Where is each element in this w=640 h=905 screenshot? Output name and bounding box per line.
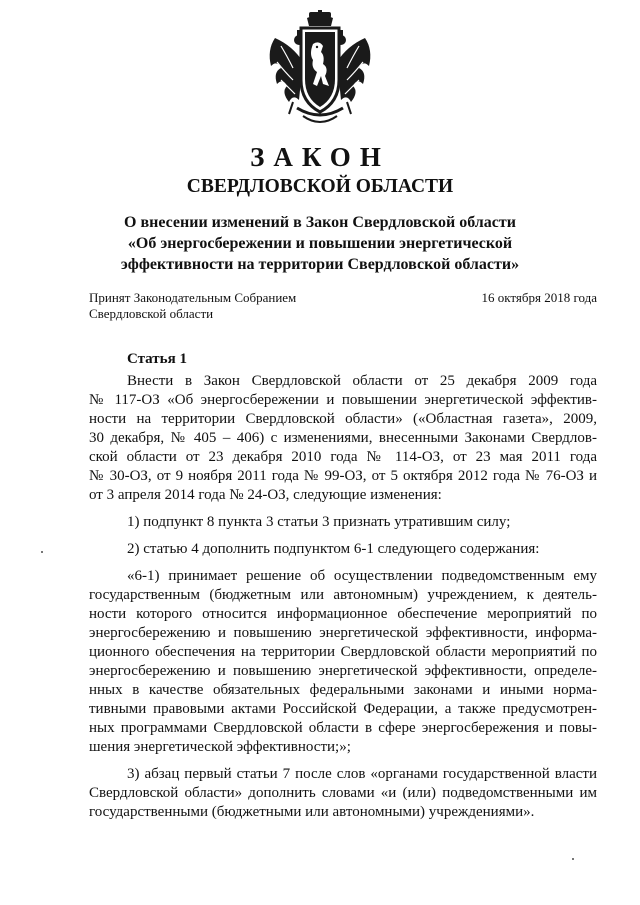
text-line: «6-1) принимает решение об осуществлении подведомственным ему: [127, 568, 597, 584]
text-line: ционного обеспечения на территории Свердловской области мероприятий по: [89, 644, 597, 660]
text-line: государственным (бюджетным или автономным) учреждением, к деятель-: [89, 587, 597, 603]
text-line: государственными (бюджетными или автономными) учреждениями».: [89, 804, 535, 820]
text-line: ности которого относится информационное обеспечение мероприятий по: [89, 606, 597, 622]
text-line: 3) абзац первый статьи 7 после слов «органами государственной власти: [127, 766, 597, 782]
text-line: от 3 апреля 2014 года № 24-ОЗ, следующие изменения:: [89, 487, 442, 503]
text-line: Внести в Закон Свердловской области от 25 декабря 2009 года: [127, 373, 597, 389]
text-line: нных в качестве обязательных федеральными законами и иными норма-: [89, 682, 597, 698]
paragraph: [89, 540, 597, 559]
text-line: тивными правовыми актами Российской Федерации, а также предусмотрен-: [89, 701, 597, 717]
document-title: ЗАКОН: [250, 142, 390, 172]
text-line: 2) статью 4 дополнить подпунктом 6-1 следующего содержания:: [127, 541, 540, 557]
text-line: ности на территории Свердловской области» («Областная газета», 2009,: [89, 411, 597, 427]
scan-speck: [41, 551, 43, 553]
text-line: шения энергетической эффективности;»;: [89, 739, 351, 755]
article-title: Статья 1: [127, 351, 187, 367]
adopting-body: [89, 290, 296, 322]
paragraph: [89, 372, 597, 505]
adopting-body-line: Свердловской области: [89, 306, 214, 321]
coat-of-arms-icon: [263, 10, 377, 128]
text-line: 1) подпункт 8 пункта 3 статьи 3 признать утратившим силу;: [127, 514, 511, 530]
text-line: ных программами Свердловской области в сфере энергосбережения и повы-: [89, 720, 597, 736]
article-body: [89, 372, 597, 830]
text-line: № 30-ОЗ, от 9 ноября 2011 года № 99-ОЗ, от 5 октября 2012 года № 76-ОЗ и: [89, 468, 597, 484]
text-line: ской области от 23 декабря 2010 года № 114-ОЗ, от 23 мая 2011 года: [89, 449, 597, 465]
paragraph: [89, 567, 597, 757]
scan-speck: [572, 858, 574, 860]
paragraph: [89, 513, 597, 532]
text-line: энергосбережению и повышению энергетической эффективности, информа-: [89, 625, 597, 641]
law-name-line: «Об энергосбережении и повышении энергетической: [127, 235, 513, 252]
text-line: энергосбережению и повышению энергетической эффективности, определе-: [89, 663, 597, 679]
law-name: [100, 212, 540, 275]
paragraph: [89, 765, 597, 822]
adoption-date: 16 октября 2018 года: [481, 290, 597, 305]
law-name-line: эффективности на территории Свердловской области»: [120, 256, 520, 273]
text-line: Свердловской области» дополнить словами «и (или) подведомственными им: [89, 785, 597, 801]
text-line: № 117-ОЗ «Об энергосбережении и повышении энергетической эффектив-: [89, 392, 597, 408]
text-line: 30 декабря, № 405 – 406) с изменениями, внесенными Законами Свердлов-: [89, 430, 597, 446]
document-subtitle: СВЕРДЛОВСКОЙ ОБЛАСТИ: [186, 176, 454, 197]
adopting-body-line: Принят Законодательным Собранием: [89, 290, 297, 305]
law-name-line: О внесении изменений в Закон Свердловской области: [124, 214, 516, 231]
